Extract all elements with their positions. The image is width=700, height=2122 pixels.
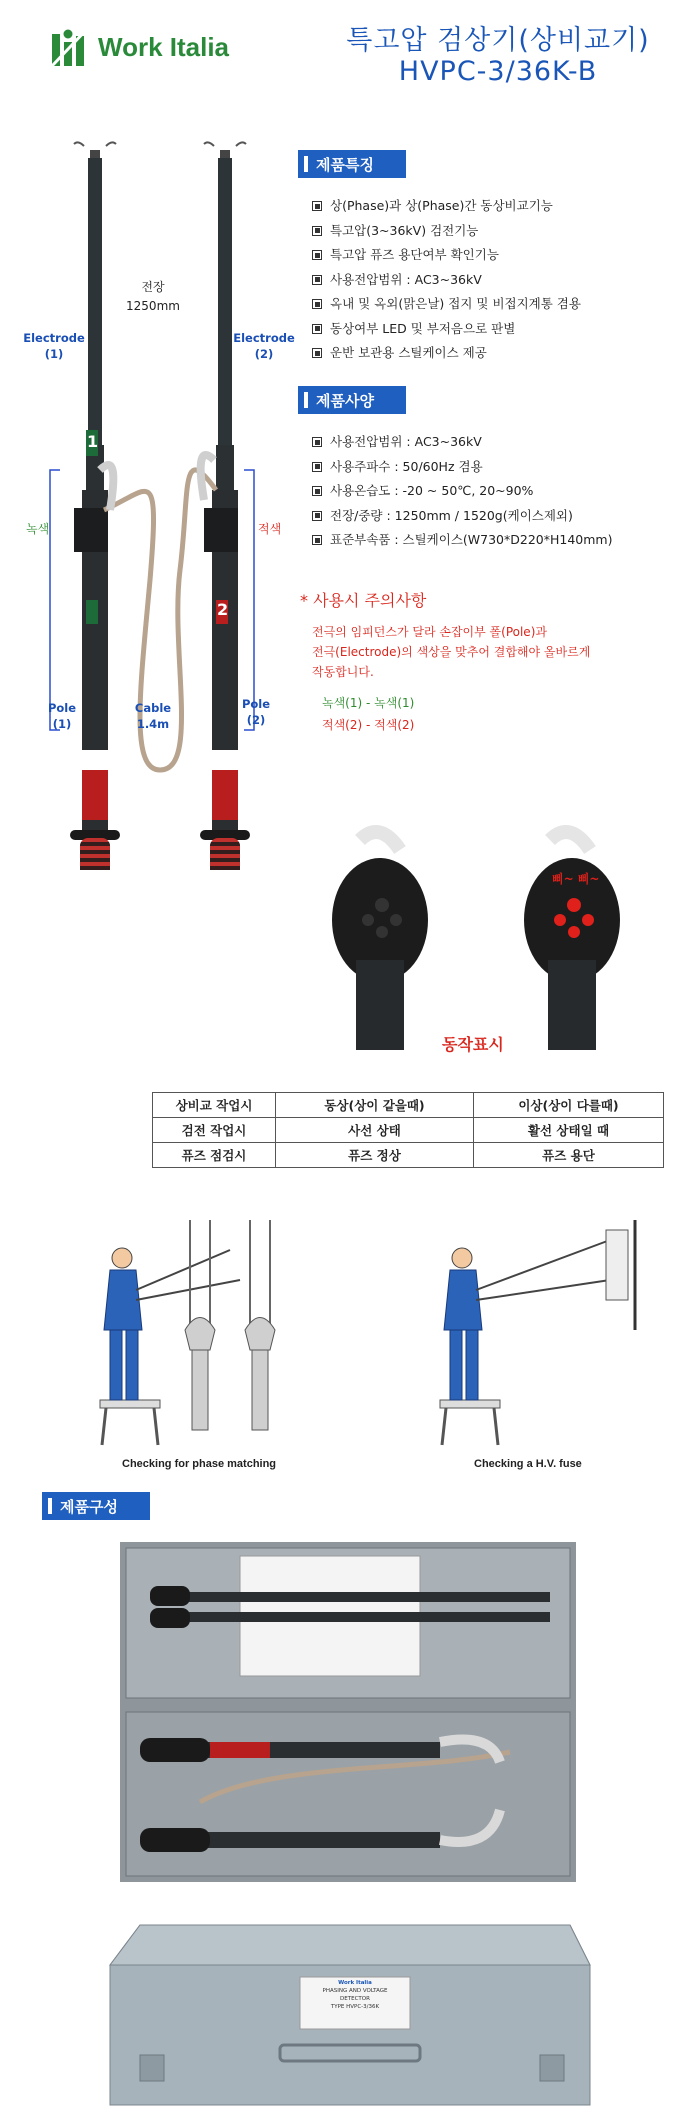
table-cell: 퓨즈 용단 — [474, 1143, 664, 1168]
closed-case-photo — [100, 1905, 600, 2115]
list-item: 상(Phase)과 상(Phase)간 동상비교기능 — [312, 194, 692, 219]
caution-text: 전극의 임피던스가 달라 손잡이부 폴(Pole)과 전극(Electrode)의 색상을 맞추어 결합해야 올바르게 작동합니다. — [312, 625, 591, 679]
list-item: 전장/중량 : 1250mm / 1520g(케이스제외) — [312, 504, 692, 529]
list-item: 사용주파수 : 50/60Hz 겸용 — [312, 455, 692, 480]
pole-2-graphic — [200, 142, 250, 870]
list-item: 사용전압범위 : AC3~36kV — [312, 430, 692, 455]
table-row — [153, 1118, 664, 1143]
specs-heading: 제품사양 — [298, 386, 406, 414]
composition-heading: 제품구성 — [42, 1492, 150, 1520]
table-cell: 퓨즈 점검시 — [153, 1143, 276, 1168]
page-title: 특고압 검상기(상비교기) — [346, 25, 650, 56]
electrode-2-label: Electrode (2) — [233, 331, 295, 361]
logo-mark-icon — [48, 24, 92, 70]
usage-figure-1 — [80, 1220, 350, 1450]
list-item: 표준부속품 : 스틸케이스(W730*D220*H140mm) — [312, 528, 692, 553]
list-item: 특고압 퓨즈 용단여부 확인기능 — [312, 243, 692, 268]
table-cell: 검전 작업시 — [153, 1118, 276, 1143]
list-item: 운반 보관용 스틸케이스 제공 — [312, 341, 692, 366]
table-cell: 사선 상태 — [276, 1118, 474, 1143]
fuse-check-illustration — [430, 1220, 650, 1450]
usage-figure-2 — [430, 1220, 650, 1450]
cable-label: Cable 1.4m — [134, 701, 172, 731]
phase-matching-illustration — [80, 1220, 350, 1450]
red-label: 적색 — [258, 522, 282, 536]
open-case-illustration — [120, 1542, 576, 1882]
indicator-caption: 동작표시 — [442, 1035, 504, 1054]
green-label: 녹색 — [26, 522, 50, 536]
caution-heading: * 사용시 주의사항 — [300, 591, 427, 610]
length-label: 전장 1250mm — [126, 280, 180, 313]
table-cell: 퓨즈 정상 — [276, 1143, 474, 1168]
features-list — [312, 194, 692, 366]
list-item: 옥내 및 옥외(맑은날) 접지 및 비접지계통 겸용 — [312, 292, 692, 317]
features-heading: 제품특징 — [298, 150, 406, 178]
list-item: 특고압(3~36kV) 검전기능 — [312, 219, 692, 244]
list-item: 사용전압범위 : AC3~36kV — [312, 268, 692, 293]
logo — [48, 28, 288, 68]
marker-1: 1 — [87, 432, 99, 451]
pole-1-label: Pole (1) — [47, 701, 77, 731]
hot-stick-illustration — [0, 130, 300, 870]
list-item: 동상여부 LED 및 부저음으로 판별 — [312, 317, 692, 342]
red-pair: 적색(2) - 적색(2) — [322, 718, 415, 732]
usage-caption-2: Checking a H.V. fuse — [474, 1458, 582, 1470]
product-figure — [0, 130, 300, 870]
specs-list — [312, 430, 692, 553]
case-label: Work Italia PHASING AND VOLTAGE DETECTOR TYPE HVPC-3/36K — [322, 1980, 388, 2010]
list-item: 사용온습도 : -20 ~ 50℃, 20~90% — [312, 479, 692, 504]
pole-2-label: Pole (2) — [241, 697, 271, 727]
beep-label: 삐~ 삐~ — [552, 872, 600, 886]
open-case-photo — [120, 1542, 576, 1882]
logo-text: Work Italia — [98, 32, 230, 62]
model-number: HVPC-3/36K-B — [398, 56, 598, 87]
table-cell: 이상(상이 다를때) — [474, 1093, 664, 1118]
table-row — [153, 1093, 664, 1118]
green-pair: 녹색(1) - 녹색(1) — [322, 696, 415, 710]
table-row — [153, 1143, 664, 1168]
marker-2: 2 — [217, 600, 229, 619]
table-cell: 상비교 작업시 — [153, 1093, 276, 1118]
table-cell: 활선 상태일 때 — [474, 1118, 664, 1143]
table-cell: 동상(상이 같을때) — [276, 1093, 474, 1118]
operation-table — [152, 1092, 664, 1168]
electrode-1-label: Electrode (1) — [23, 331, 85, 361]
usage-caption-1: Checking for phase matching — [122, 1458, 277, 1470]
